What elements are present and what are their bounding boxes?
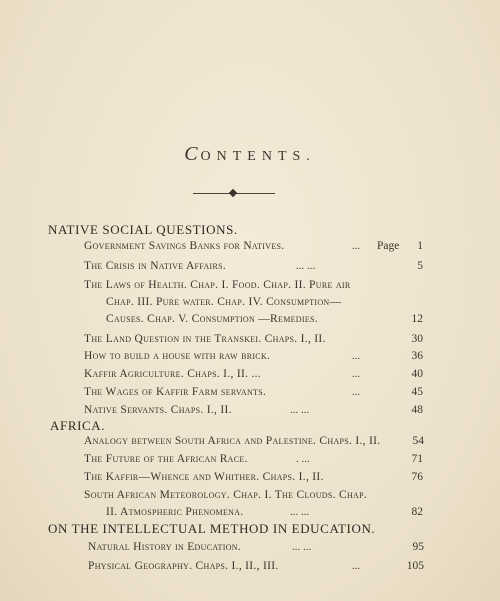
toc-entry: How to build a house with raw brick. (84, 350, 271, 362)
toc-page-number: 82 (411, 506, 423, 518)
toc-leader: . ... (296, 453, 310, 465)
toc-entry: The Crisis in Native Affairs. (84, 260, 227, 272)
toc-page-number: 76 (411, 471, 423, 483)
toc-page-number: 5 (417, 260, 423, 272)
toc-page-number: 36 (411, 350, 423, 362)
toc-leader: ... ... (290, 506, 310, 518)
page-label: Page (377, 240, 400, 252)
toc-page-number: 1 (417, 240, 423, 252)
toc-leader: ... ... (296, 260, 316, 272)
section-title-native-social: NATIVE SOCIAL QUESTIONS. (48, 222, 238, 237)
toc-entry: The Wages of Kaffir Farm servants. (84, 386, 267, 398)
toc-entry: Kaffir Agriculture. Chaps. I., II. ... (84, 368, 261, 380)
toc-entry: Natural History in Education. (88, 541, 242, 553)
toc-leader: ... (352, 368, 361, 380)
toc-page-number: 105 (406, 560, 424, 572)
toc-page-number: 40 (411, 368, 423, 380)
section-title-africa: AFRICA. (50, 418, 106, 433)
toc-entry: Analogy between South Africa and Palestine. Chaps. I., II. (84, 435, 381, 447)
toc-entry: The Laws of Health. Chap. I. Food. Chap. II. Pure air (84, 279, 351, 291)
toc-page-number: 71 (411, 453, 423, 465)
toc-entry: The Kaffir—Whence and Whither. Chaps. I., II. (84, 471, 324, 483)
toc-page-number: 12 (411, 313, 423, 325)
contents-heading-initial: C (184, 143, 201, 165)
toc-leader: ... (352, 560, 361, 572)
toc-leader: ... (352, 350, 361, 362)
toc-entry: Government Savings Banks for Natives. (84, 240, 285, 252)
contents-heading-rest: ONTENTS. (200, 149, 316, 164)
toc-page-number: 95 (412, 541, 424, 553)
toc-entry-continuation: Chap. III. Pure water. Chap. IV. Consumption— (106, 296, 342, 308)
toc-entry: Native Servants. Chaps. I., II. (84, 404, 232, 416)
toc-page-number: 54 (412, 435, 424, 447)
toc-entry-continuation: II. Atmospheric Phenomena. (106, 506, 244, 518)
toc-page-number: 48 (411, 404, 423, 416)
toc-leader: ... ... (290, 404, 310, 416)
toc-leader: ... (352, 386, 361, 398)
toc-page-number: 30 (411, 333, 423, 345)
toc-entry: Physical Geography. Chaps. I., II., III. (88, 560, 279, 572)
toc-entry: South African Meteorology. Chap. I. The Clouds. Chap. (84, 489, 368, 501)
toc-leader: ... (352, 240, 361, 252)
toc-entry-continuation: Causes. Chap. V. Consumption —Remedies. (106, 313, 318, 325)
toc-page-number: 45 (411, 386, 423, 398)
toc-entry: The Land Question in the Transkei. Chaps. I., II. (84, 333, 326, 345)
toc-leader: ... ... (292, 541, 312, 553)
section-title-intellectual-method: ON THE INTELLECTUAL METHOD IN EDUCATION. (48, 521, 376, 536)
toc-entry: The Future of the African Race. (84, 453, 248, 465)
